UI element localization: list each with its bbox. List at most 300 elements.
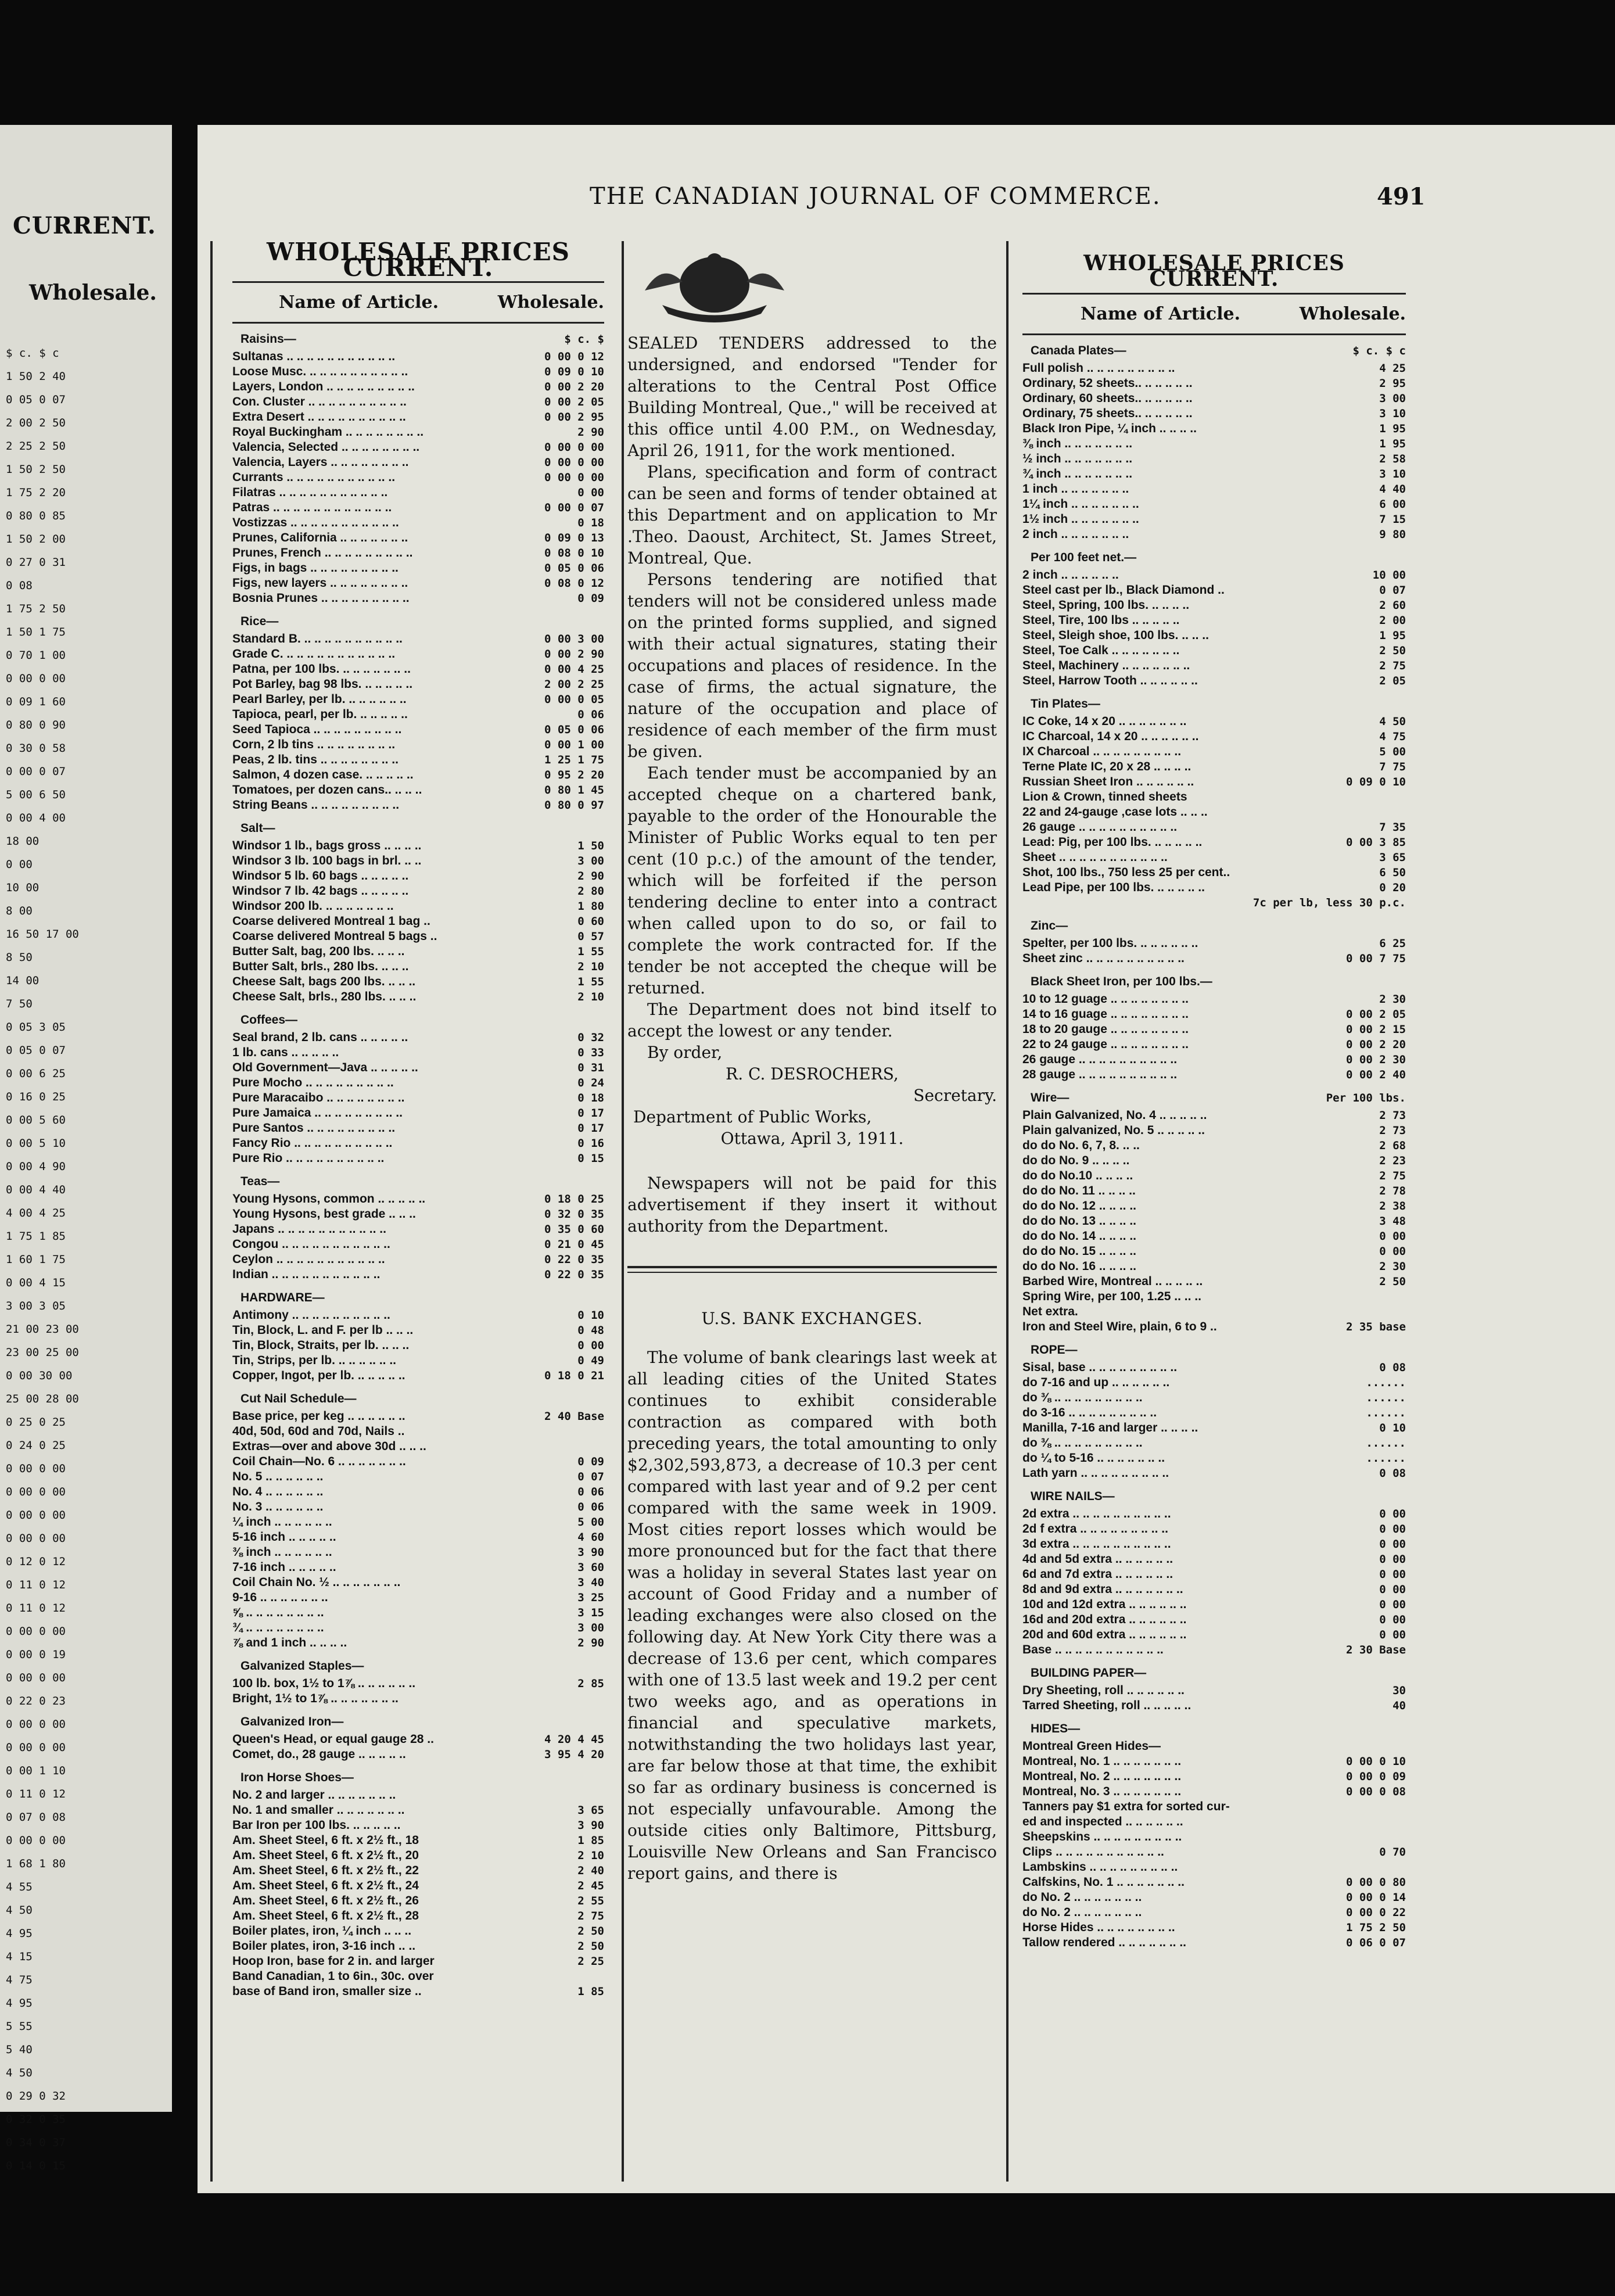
- price-row: [232, 1136, 604, 1151]
- item-name: Steel cast per lb., Black Diamond ..: [1022, 583, 1225, 597]
- price-row: [1022, 759, 1406, 774]
- item-name: Lead: Pig, per 100 lbs. .. .. .. .. ..: [1022, 835, 1203, 849]
- item-price: ......: [1366, 1437, 1406, 1450]
- price-row: [1022, 436, 1406, 451]
- price-row: [232, 530, 604, 546]
- item-price: 1 95: [1379, 629, 1406, 642]
- left-value: $ c. $ c: [6, 347, 59, 360]
- item-price: 0 05 0 06: [544, 562, 604, 575]
- section-unit: Per 100 lbs.: [1326, 1092, 1406, 1104]
- price-row: [232, 1575, 604, 1590]
- item-price: 6 25: [1379, 937, 1406, 950]
- price-row: [232, 959, 604, 974]
- item-name: Valencia, Layers .. .. .. .. .. .. .. ..: [232, 455, 409, 469]
- item-price: 2 10: [577, 960, 604, 973]
- section-label: HARDWARE—: [241, 1291, 325, 1304]
- price-row: [232, 1969, 604, 1984]
- item-price: 3 10: [1379, 468, 1406, 480]
- item-name: Con. Cluster .. .. .. .. .. .. .. .. .. ..: [232, 395, 407, 408]
- price-column-left: [232, 238, 604, 1999]
- price-row: [232, 1368, 604, 1383]
- price-row: [232, 394, 604, 410]
- item-name: String Beans .. .. .. .. .. .. .. .. ..: [232, 798, 400, 812]
- left-value: 0 09 1 60: [6, 695, 66, 708]
- price-row: [1022, 1552, 1406, 1567]
- price-row: [232, 515, 604, 530]
- item-price: 0 10: [577, 1309, 604, 1322]
- price-row: [1022, 1037, 1406, 1052]
- coat-of-arms-icon: [627, 250, 802, 325]
- left-value: 0 00 0 00: [6, 1834, 66, 1847]
- price-column-right: [1022, 251, 1406, 1950]
- item-price: 0 80 0 97: [544, 799, 604, 812]
- price-row: [1022, 568, 1406, 583]
- item-name: do 3-16 .. .. .. .. .. .. .. .. ..: [1022, 1406, 1157, 1419]
- price-row: [1022, 613, 1406, 628]
- item-price: 7 75: [1379, 760, 1406, 773]
- item-name: Am. Sheet Steel, 6 ft. x 2½ ft., 24: [232, 1879, 419, 1892]
- item-price: 1 95: [1379, 437, 1406, 450]
- section-label: ROPE—: [1031, 1343, 1078, 1357]
- price-row: [232, 1192, 604, 1207]
- item-name: do do No. 16 .. .. .. ..: [1022, 1260, 1137, 1273]
- price-row: [1022, 1799, 1406, 1814]
- item-price: 0 00 2 20: [544, 381, 604, 393]
- price-row: [232, 1924, 604, 1939]
- item-price: 0 18: [577, 1092, 604, 1104]
- left-value: 2 00 2 50: [6, 417, 66, 429]
- item-price: 3 40: [577, 1576, 604, 1589]
- price-row: [232, 576, 604, 591]
- item-name: Am. Sheet Steel, 6 ft. x 2½ ft., 22: [232, 1864, 419, 1877]
- item-name: Spelter, per 100 lbs. .. .. .. .. .. ..: [1022, 937, 1198, 950]
- item-price: 0 33: [577, 1046, 604, 1059]
- item-price: 0 00 2 05: [1346, 1008, 1406, 1021]
- article-body: The volume of bank clearings last week at all leading cities of the United States continues to exhibit considerable contraction as compared with both preceding years, the total amounting to only $2,302,593,873, a decrease of 10.3 per cent compared with last year and of 9.2 per cent compared with the same week in 1909. Most cities report losses which would be more pronounced but for the fact that there was a holiday in several States last year on account of Good Friday and a number of leading exchanges were also closed on the following day. At New York City there was a decrease of 13.6 per cent, which compares with one of 13.5 last week and 19.2 per cent two weeks ago, and as operations in financial and speculative markets, notwithstanding the two holidays last year, are far below those at that time, the exhibit so far as ordinary business is concerned is not especially unfavourable. Among the outside cities only Baltimore, Pittsburg, Louisville New Orleans and San Francisco report gains, and there is: [627, 1348, 997, 1883]
- item-price: 0 00 0 22: [1346, 1906, 1406, 1919]
- price-row: [232, 425, 604, 440]
- price-row: [232, 1732, 604, 1747]
- item-name: do do No. 11 .. .. .. ..: [1022, 1184, 1136, 1197]
- item-price: 6 50: [1379, 866, 1406, 879]
- item-price: 0 16: [577, 1137, 604, 1150]
- item-name: Indian .. .. .. .. .. .. .. .. .. .. ..: [232, 1268, 381, 1281]
- item-name: Steel, Toe Calk .. .. .. .. .. .. ..: [1022, 644, 1180, 657]
- article-title: U.S. BANK EXCHANGES.: [701, 1309, 923, 1328]
- section-heading: [232, 1659, 604, 1674]
- item-price: ......: [1366, 1407, 1406, 1419]
- item-price: 2 75: [1379, 659, 1406, 672]
- left-value: 0 00 0 00: [6, 1509, 66, 1522]
- left-value: 0 80 0 90: [6, 719, 66, 731]
- item-name: Young Hysons, common .. .. .. .. ..: [232, 1192, 426, 1206]
- item-name: Horse Hides .. .. .. .. .. .. .. ..: [1022, 1921, 1175, 1934]
- item-price: 2 50: [577, 1940, 604, 1953]
- price-row: [232, 1620, 604, 1635]
- left-value: 0 05 3 05: [6, 1021, 66, 1034]
- price-row: [1022, 865, 1406, 880]
- price-row: [1022, 1905, 1406, 1920]
- item-name: Filatras .. .. .. .. .. .. .. .. .. .. ..: [232, 486, 388, 499]
- item-name: Pure Santos .. .. .. .. .. .. .. .. ..: [232, 1121, 396, 1135]
- price-row: [232, 1045, 604, 1060]
- item-name: 14 to 16 guage .. .. .. .. .. .. .. ..: [1022, 1007, 1189, 1021]
- item-name: 26 gauge .. .. .. .. .. .. .. .. .. ..: [1022, 1053, 1178, 1066]
- divider: [627, 1266, 997, 1268]
- item-name: Fancy Rio .. .. .. .. .. .. .. .. .. ..: [232, 1136, 393, 1150]
- item-price: 1 55: [577, 945, 604, 958]
- price-row: [232, 1353, 604, 1368]
- price-row: [232, 1252, 604, 1267]
- price-row: [1022, 1698, 1406, 1713]
- item-name: Coarse delivered Montreal 1 bag ..: [232, 914, 430, 928]
- item-name: Ordinary, 52 sheets.. .. .. .. .. ..: [1022, 376, 1193, 390]
- price-row: [1022, 406, 1406, 421]
- item-name: Corn, 2 lb tins .. .. .. .. .. .. .. ..: [232, 738, 396, 751]
- left-page-fragment: [0, 125, 172, 2172]
- section-heading: [1022, 974, 1406, 989]
- left-value: 18 00: [6, 835, 40, 848]
- price-row: [232, 546, 604, 561]
- item-name: 7-16 inch .. .. .. .. ..: [232, 1560, 336, 1574]
- price-row: [1022, 714, 1406, 729]
- item-name: Base price, per keg .. .. .. .. .. ..: [232, 1409, 405, 1423]
- item-price: 0 00 2 40: [1346, 1068, 1406, 1081]
- item-name: Pure Rio .. .. .. .. .. .. .. .. .. ..: [232, 1151, 385, 1165]
- section-label: Iron Horse Shoes—: [241, 1771, 354, 1784]
- section-heading: [1022, 697, 1406, 712]
- divider: [232, 322, 604, 324]
- price-row: [232, 1469, 604, 1484]
- item-name: Manilla, 7-16 and larger .. .. .. ..: [1022, 1421, 1198, 1434]
- item-name: Lath yarn .. .. .. .. .. .. .. .. ..: [1022, 1466, 1169, 1480]
- item-name: Figs, new layers .. .. .. .. .. .. .. ..: [232, 576, 408, 590]
- item-price: 0 20: [1379, 881, 1406, 894]
- item-name: Lambskins .. .. .. .. .. .. .. .. ..: [1022, 1860, 1178, 1874]
- item-name: Am. Sheet Steel, 6 ft. x 2½ ft., 26: [232, 1894, 419, 1907]
- price-row: [232, 455, 604, 470]
- left-value: 4 50: [6, 1904, 33, 1917]
- price-row: [1022, 1506, 1406, 1522]
- left-value: 0 14 0 15: [6, 2159, 66, 2172]
- item-name: 9-16 .. .. .. .. .. .. ..: [232, 1591, 328, 1604]
- item-name: 10 to 12 guage .. .. .. .. .. .. .. ..: [1022, 992, 1189, 1006]
- price-row: [232, 1424, 604, 1439]
- left-value: 4 95: [6, 1927, 33, 1940]
- price-row: [1022, 467, 1406, 482]
- item-name: Prunes, French .. .. .. .. .. .. .. .. ..: [232, 546, 413, 559]
- price-row: [1022, 512, 1406, 527]
- price-row: [1022, 673, 1406, 688]
- item-price: 2 40 Base: [544, 1410, 604, 1423]
- left-value: 0 00 5 10: [6, 1137, 66, 1150]
- item-price: 0 22 0 35: [544, 1253, 604, 1266]
- item-price: 3 95 4 20: [544, 1748, 604, 1761]
- price-row: [1022, 1582, 1406, 1597]
- price-row: [1022, 992, 1406, 1007]
- price-row: [232, 737, 604, 752]
- left-value: 0 00 0 00: [6, 1718, 66, 1731]
- section-label: Coffees—: [241, 1013, 298, 1027]
- item-price: 0 09: [577, 1455, 604, 1468]
- price-row: [1022, 1138, 1406, 1153]
- item-name: Seed Tapioca .. .. .. .. .. .. .. .. ..: [232, 723, 402, 736]
- price-row: [1022, 497, 1406, 512]
- section-heading: [1022, 1721, 1406, 1737]
- item-name: Am. Sheet Steel, 6 ft. x 2½ ft., 20: [232, 1849, 419, 1862]
- item-price: 2 55: [577, 1895, 604, 1907]
- item-price: 0 00 3 00: [544, 633, 604, 645]
- left-value: 0 11 0 12: [6, 1788, 66, 1800]
- left-value: 0 05 0 07: [6, 393, 66, 406]
- section-heading: [1022, 550, 1406, 565]
- item-name: do ⅜ .. .. .. .. .. .. .. .. ..: [1022, 1436, 1143, 1450]
- item-name: ¾ .. .. .. .. .. .. .. ..: [232, 1621, 324, 1634]
- item-price: 2 90: [577, 426, 604, 439]
- item-name: do do No. 6, 7, 8. .. ..: [1022, 1139, 1140, 1152]
- item-name: Barbed Wire, Montreal .. .. .. .. ..: [1022, 1275, 1203, 1288]
- item-price: 0 17: [577, 1107, 604, 1120]
- item-price: 0 08 0 12: [544, 577, 604, 590]
- item-name: Butter Salt, bag, 200 lbs. .. .. ..: [232, 945, 405, 958]
- left-value: 0 00 0 00: [6, 1741, 66, 1754]
- price-row: [1022, 1935, 1406, 1950]
- item-name: IC Coke, 14 x 20 .. .. .. .. .. .. ..: [1022, 715, 1187, 728]
- item-price: 3 90: [577, 1546, 604, 1559]
- left-value: 4 55: [6, 1881, 33, 1893]
- section-heading: [232, 1391, 604, 1407]
- price-row: [232, 1267, 604, 1282]
- name-header: Name of Article.: [279, 292, 439, 313]
- item-name: Japans .. .. .. .. .. .. .. .. .. .. ..: [232, 1222, 386, 1236]
- item-price: 2 95: [1379, 377, 1406, 390]
- item-price: 0 06: [577, 708, 604, 721]
- price-row: [232, 662, 604, 677]
- item-price: 0 07: [577, 1470, 604, 1483]
- section-heading: [232, 1290, 604, 1305]
- section-label: Salt—: [241, 821, 275, 835]
- price-row: [1022, 1375, 1406, 1390]
- item-price: 0 00 0 09: [1346, 1770, 1406, 1783]
- item-price: 2 10: [577, 991, 604, 1003]
- left-value: 0 11 0 12: [6, 1578, 66, 1591]
- item-price: 2 00: [1379, 614, 1406, 627]
- section-label: WIRE NAILS—: [1031, 1490, 1115, 1503]
- item-price: ......: [1366, 1452, 1406, 1465]
- item-name: Prunes, California .. .. .. .. .. .. ..: [232, 531, 408, 544]
- item-name: 1¼ inch .. .. .. .. .. .. ..: [1022, 497, 1139, 511]
- item-name: Queen's Head, or equal gauge 28 ..: [232, 1732, 434, 1746]
- section-label: Teas—: [241, 1175, 280, 1188]
- price-row: [1022, 1769, 1406, 1784]
- item-price: 0 49: [577, 1354, 604, 1367]
- item-name: Terne Plate IC, 20 x 28 .. .. .. ..: [1022, 760, 1191, 773]
- price-row: [232, 692, 604, 707]
- left-value: 0 25 0 25: [6, 1416, 66, 1429]
- divider: [1022, 293, 1406, 295]
- place-date: Ottawa, April 3, 1911.: [720, 1129, 904, 1148]
- item-name: Spring Wire, per 100, 1.25 .. .. ..: [1022, 1290, 1201, 1303]
- item-name: Salmon, 4 dozen case. .. .. .. .. ..: [232, 768, 414, 781]
- item-price: 0 06: [577, 1501, 604, 1513]
- item-name: ⅜ inch .. .. .. .. .. ..: [232, 1545, 332, 1559]
- price-row: [1022, 1860, 1406, 1875]
- item-name: 28 gauge .. .. .. .. .. .. .. .. .. ..: [1022, 1068, 1178, 1081]
- price-row: [232, 1833, 604, 1848]
- item-name: ½ inch .. .. .. .. .. .. ..: [1022, 452, 1133, 465]
- price-row: [232, 1090, 604, 1106]
- item-name: ed and inspected .. .. .. .. .. ..: [1022, 1815, 1183, 1828]
- price-row: [232, 1075, 604, 1090]
- price-row: [232, 1499, 604, 1515]
- left-value: 10 00: [6, 881, 40, 894]
- item-price: 0 00 0 05: [544, 693, 604, 706]
- section-heading: [232, 614, 604, 629]
- price-row: [1022, 391, 1406, 406]
- left-value: 0 11 0 12: [6, 1602, 66, 1615]
- item-price: 0 08: [1379, 1467, 1406, 1480]
- item-price: 0 09 0 13: [544, 532, 604, 544]
- item-name: Tarred Sheeting, roll .. .. .. .. ..: [1022, 1699, 1191, 1712]
- item-name: Montreal, No. 2 .. .. .. .. .. .. ..: [1022, 1770, 1182, 1783]
- item-name: Montreal Green Hides—: [1022, 1739, 1161, 1753]
- price-row: [232, 1222, 604, 1237]
- value-header: Wholesale.: [1299, 304, 1406, 324]
- item-name: Coil Chain No. ½ .. .. .. .. .. .. ..: [232, 1576, 401, 1589]
- item-price: 0 09 0 10: [544, 365, 604, 378]
- item-price: 0 00 0 00: [544, 441, 604, 454]
- item-name: [1022, 895, 1253, 910]
- price-row: [232, 1747, 604, 1762]
- price-row: [1022, 1522, 1406, 1537]
- item-price: 2 75: [577, 1910, 604, 1922]
- item-price: 40: [1393, 1699, 1406, 1712]
- item-name: Old Government—Java .. .. .. .. ..: [232, 1061, 418, 1074]
- price-row: [1022, 1360, 1406, 1375]
- price-row: [232, 349, 604, 364]
- item-name: Dry Sheeting, roll .. .. .. .. .. ..: [1022, 1684, 1185, 1697]
- item-name: Lead Pipe, per 100 lbs. .. .. .. .. ..: [1022, 881, 1205, 894]
- item-name: Tanners pay $1 extra for sorted cur-: [1022, 1800, 1230, 1813]
- price-row: [1022, 820, 1406, 835]
- price-row: [1022, 729, 1406, 744]
- left-value: 0 00 0 00: [6, 1532, 66, 1545]
- price-row: [232, 869, 604, 884]
- item-price: 0 00: [1379, 1230, 1406, 1243]
- column-rule-left: [210, 241, 213, 2182]
- item-price: 2 30: [1379, 1260, 1406, 1273]
- item-price: 10 00: [1372, 569, 1406, 582]
- price-row: [1022, 774, 1406, 790]
- price-row: [232, 974, 604, 989]
- left-value: 0 00 4 00: [6, 812, 66, 824]
- price-row: [232, 1863, 604, 1878]
- price-row: [232, 1818, 604, 1833]
- item-price: 0 00 0 10: [1346, 1755, 1406, 1768]
- section-heading: [232, 332, 604, 347]
- department-name: Department of Public Works,: [633, 1107, 872, 1127]
- price-row: [1022, 1183, 1406, 1199]
- item-price: 0 00 2 95: [544, 411, 604, 424]
- item-price: 2 05: [1379, 675, 1406, 687]
- left-value: 0 22 0 23: [6, 1695, 66, 1707]
- item-name: do ¼ to 5-16 .. .. .. .. .. .. ..: [1022, 1451, 1165, 1465]
- item-name: Tapioca, pearl, per lb. .. .. .. .. ..: [232, 708, 408, 721]
- price-row: [232, 1454, 604, 1469]
- item-price: 0 06 0 07: [1346, 1936, 1406, 1949]
- item-name: Windsor 200 lb. .. .. .. .. .. .. ..: [232, 899, 394, 913]
- item-name: Windsor 1 lb., bags gross .. .. .. ..: [232, 839, 422, 852]
- item-price: 0 95 2 20: [544, 769, 604, 781]
- item-price: 0 32 0 35: [544, 1208, 604, 1221]
- notice-paragraph: Persons tendering are notified that tenders will not be considered unless made on the printed forms supplied, and signed with their actual signatures, stating their occupations and places of residence. In the case of firms, the actual signature, the nature of the occupation and place of residence of each member of the firm must be given.: [627, 570, 997, 761]
- price-row: [232, 783, 604, 798]
- item-name: base of Band iron, smaller size ..: [232, 1985, 422, 1998]
- item-name: 26 gauge .. .. .. .. .. .. .. .. .. ..: [1022, 820, 1178, 834]
- section-label: Per 100 feet net.—: [1031, 551, 1137, 564]
- item-name: do ⅜ .. .. .. .. .. .. .. .. ..: [1022, 1391, 1143, 1404]
- price-row: [232, 1893, 604, 1908]
- item-price: ......: [1366, 1376, 1406, 1389]
- item-name: Montreal, No. 3 .. .. .. .. .. .. ..: [1022, 1785, 1182, 1798]
- item-price: 0 07: [1379, 584, 1406, 597]
- price-row: [232, 1338, 604, 1353]
- price-row: [232, 1590, 604, 1605]
- item-price: 0 00 2 15: [1346, 1023, 1406, 1036]
- section-label: Tin Plates—: [1031, 697, 1100, 711]
- item-price: 0 10: [1379, 1422, 1406, 1434]
- item-price: 2 50: [1379, 644, 1406, 657]
- price-row: [232, 364, 604, 379]
- section-heading: [1022, 1090, 1406, 1106]
- item-name: Figs, in bags .. .. .. .. .. .. .. .. ..: [232, 561, 399, 575]
- price-row: [1022, 1052, 1406, 1067]
- item-price: 0 06: [577, 1486, 604, 1498]
- price-row: [232, 1878, 604, 1893]
- item-price: 2 80: [577, 885, 604, 898]
- price-row: [1022, 1007, 1406, 1022]
- price-row: [232, 752, 604, 767]
- item-name: do do No. 12 .. .. .. ..: [1022, 1199, 1137, 1212]
- price-row: [1022, 880, 1406, 895]
- item-price: 1 50: [577, 840, 604, 852]
- item-name: No. 5 .. .. .. .. .. ..: [232, 1470, 324, 1483]
- price-row: [1022, 1466, 1406, 1481]
- item-name: IC Charcoal, 14 x 20 .. .. .. .. .. ..: [1022, 730, 1199, 743]
- item-name: Tin, Strips, per lb. .. .. .. .. .. ..: [232, 1354, 396, 1367]
- price-row: [1022, 850, 1406, 865]
- item-name: Band Canadian, 1 to 6in., 30c. over: [232, 1969, 434, 1983]
- price-row: [232, 485, 604, 500]
- item-price: 2 68: [1379, 1139, 1406, 1152]
- item-name: Clips .. .. .. .. .. .. .. .. .. .. ..: [1022, 1845, 1164, 1859]
- price-row: [1022, 1319, 1406, 1334]
- page-number: 491: [1377, 183, 1426, 210]
- item-price: 2 90: [577, 1637, 604, 1649]
- item-name: ¼ inch .. .. .. .. .. ..: [232, 1515, 332, 1529]
- price-row: [232, 1908, 604, 1924]
- item-name: Congou .. .. .. .. .. .. .. .. .. .. ..: [232, 1237, 390, 1251]
- item-price: 2 00 2 25: [544, 678, 604, 691]
- section-label: Zinc—: [1031, 919, 1068, 932]
- item-name: No. 2 and larger .. .. .. .. .. .. ..: [232, 1788, 396, 1802]
- item-name: do do No. 13 .. .. .. ..: [1022, 1214, 1137, 1228]
- price-row: [232, 1848, 604, 1863]
- item-price: 0 00 0 00: [544, 456, 604, 469]
- item-name: Comet, do., 28 gauge .. .. .. .. ..: [232, 1748, 406, 1761]
- item-name: Iron and Steel Wire, plain, 6 to 9 ..: [1022, 1320, 1217, 1333]
- price-row: [1022, 1420, 1406, 1436]
